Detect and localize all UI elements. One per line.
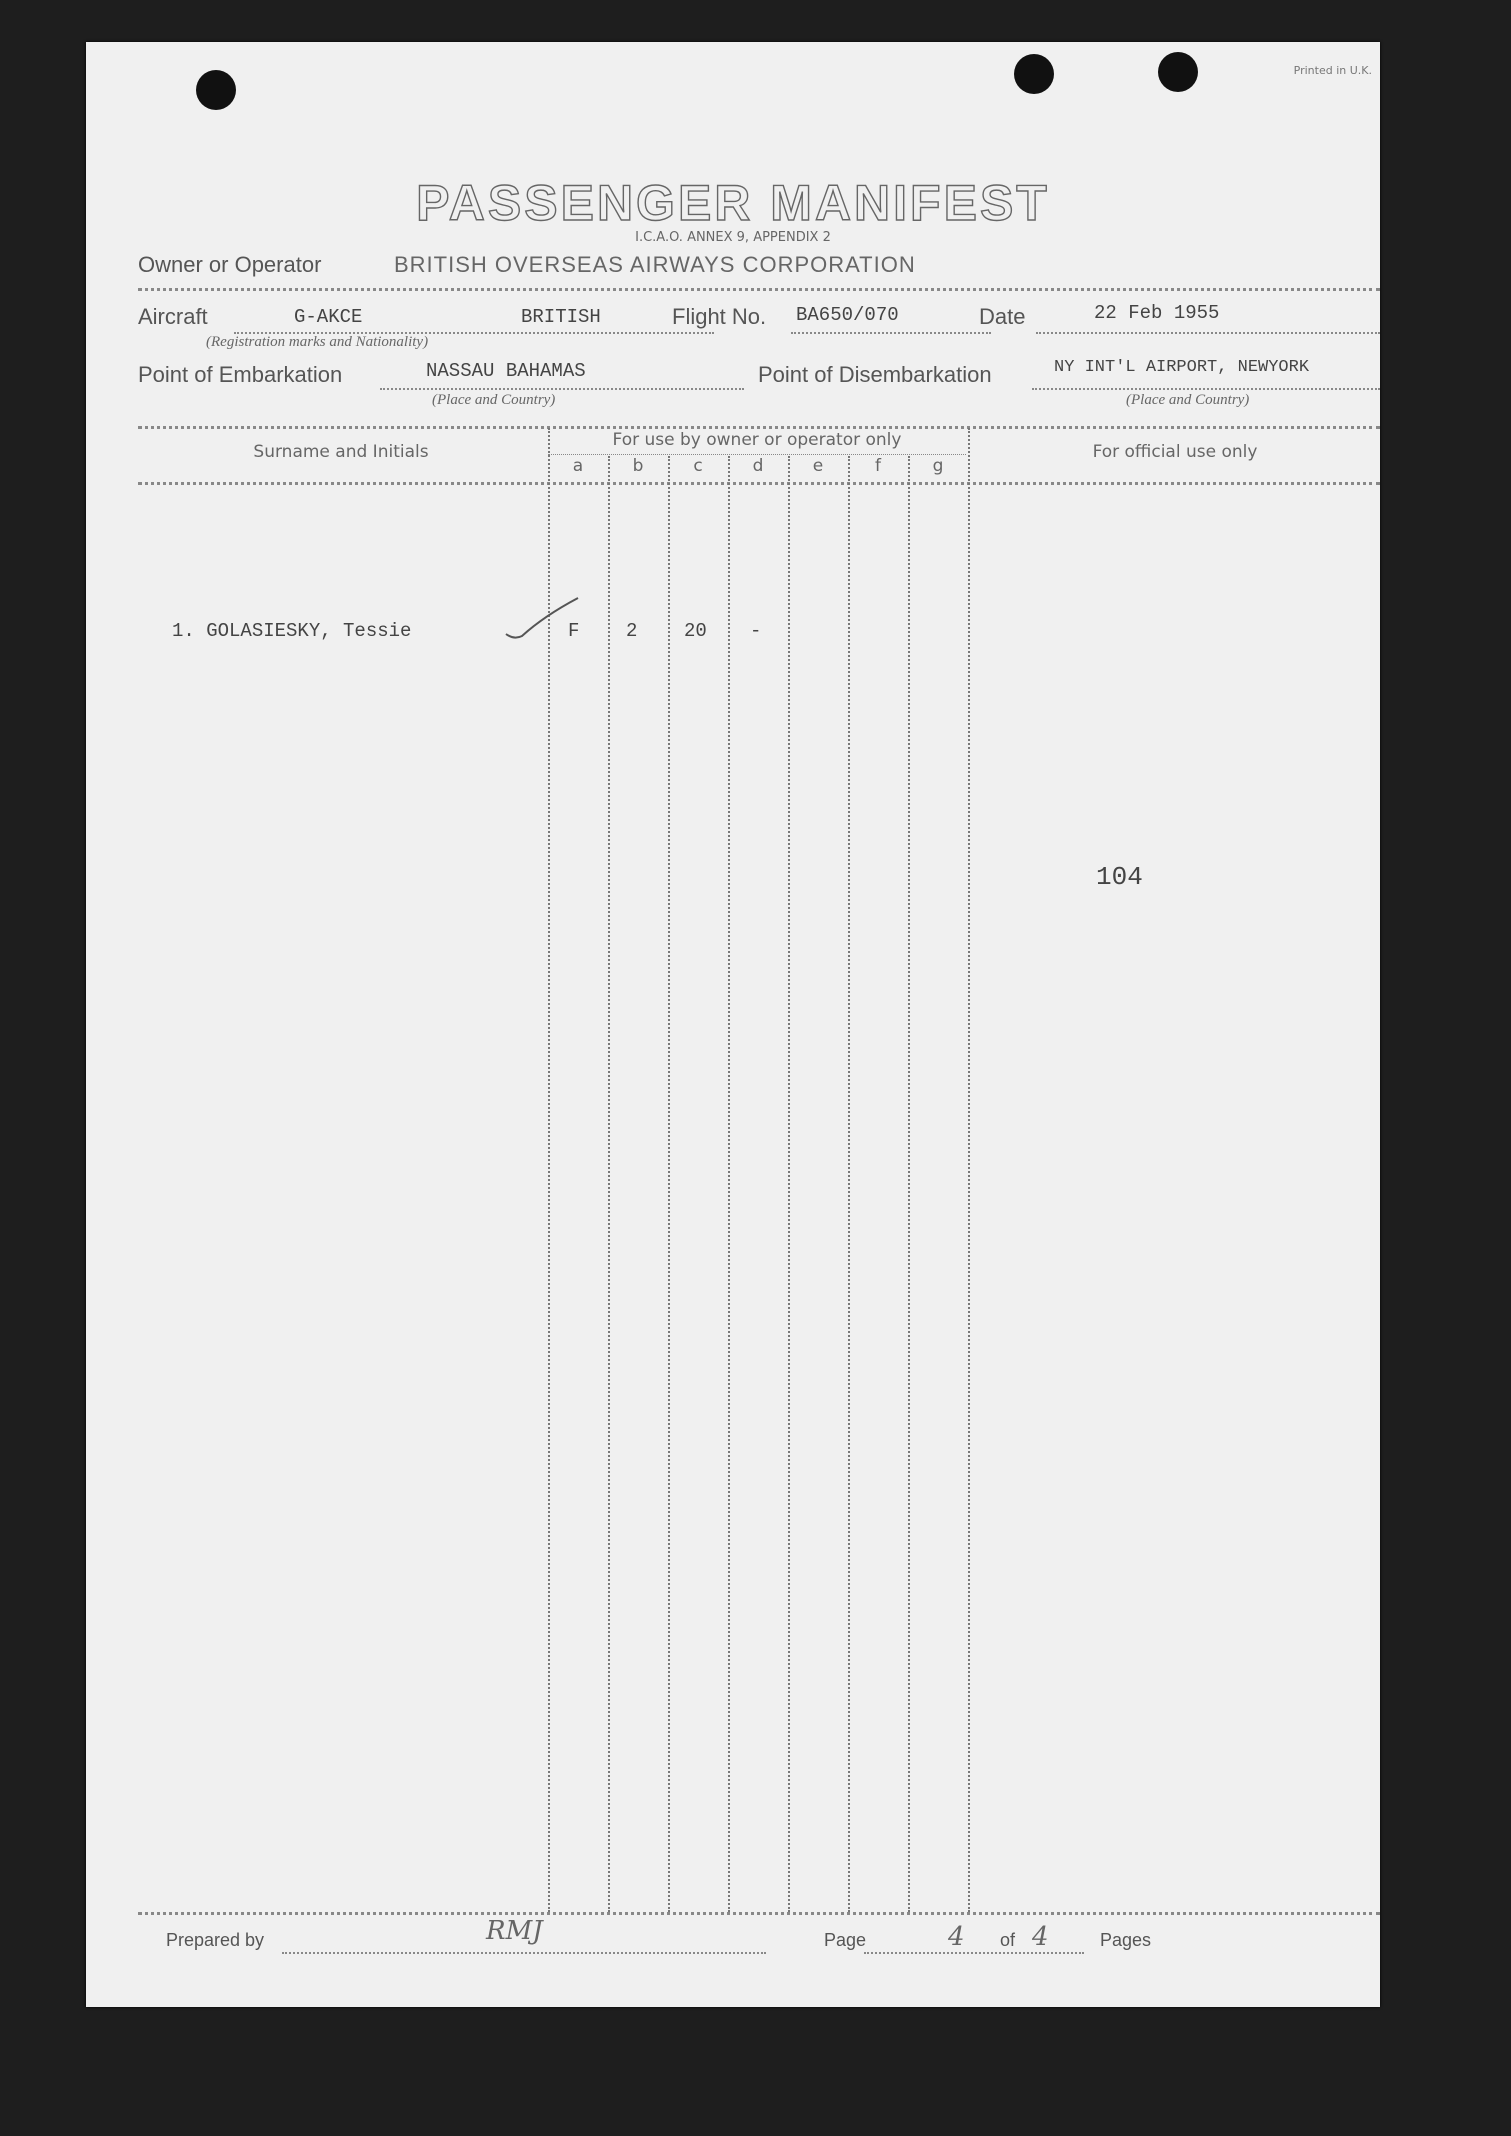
form-subtitle: I.C.A.O. ANNEX 9, APPENDIX 2	[635, 230, 831, 245]
passenger-name: 1. GOLASIESKY, Tessie	[172, 620, 412, 642]
page-dotted-line	[864, 1952, 1084, 1954]
subcol-a-header: a	[572, 456, 584, 476]
embarkation-label: Point of Embarkation	[138, 362, 343, 387]
passenger-col-a: F	[568, 620, 580, 642]
owner-label: Owner or Operator	[138, 252, 322, 277]
column-line	[608, 456, 610, 1912]
col-owner-use-header: For use by owner or operator only	[612, 430, 902, 450]
of-label: of	[1000, 1930, 1016, 1950]
col-surname-header: Surname and Initials	[253, 442, 429, 462]
page-label: Page	[824, 1930, 867, 1950]
disembarkation-dotted-line	[1032, 388, 1380, 390]
disembarkation-value: NY INT'L AIRPORT, NEWYORK	[1054, 358, 1310, 377]
disembarkation-label: Point of Disembarkation	[758, 362, 992, 387]
flight-dotted-line	[791, 332, 991, 334]
embarkation-caption: (Place and Country)	[432, 392, 556, 408]
subcol-e-header: e	[812, 456, 824, 476]
aircraft-label: Aircraft	[138, 304, 208, 329]
col-official-header: For official use only	[1092, 442, 1258, 462]
manifest-page	[86, 42, 1380, 2007]
aircraft-nationality: BRITISH	[521, 306, 601, 328]
flight-label: Flight No.	[672, 304, 767, 329]
printed-note: Printed in U.K.	[1293, 64, 1372, 77]
column-line	[728, 456, 730, 1912]
subcol-c-header: c	[693, 456, 703, 476]
column-line	[788, 456, 790, 1912]
prepared-by-signature: RMJ	[486, 1916, 543, 1946]
date-value: 22 Feb 1955	[1094, 302, 1220, 324]
form-title: PASSENGER MANIFEST	[416, 175, 1050, 231]
column-line	[548, 428, 550, 1912]
punch-hole	[1014, 54, 1054, 94]
table-top-border	[138, 426, 1380, 429]
header-bottom-border	[138, 482, 1380, 485]
punch-hole	[196, 70, 236, 110]
flight-number: BA650/070	[796, 304, 899, 326]
date-label: Date	[979, 304, 1026, 329]
embarkation-dotted-line	[380, 388, 744, 390]
subcol-g-header: g	[932, 456, 944, 476]
passenger-col-d: -	[750, 620, 762, 642]
column-line	[848, 456, 850, 1912]
divider	[138, 288, 1380, 291]
page-number: 4	[948, 1922, 965, 1952]
pages-label: Pages	[1100, 1930, 1152, 1950]
date-dotted-line	[1036, 332, 1380, 334]
owner-use-divider	[548, 454, 966, 455]
punch-hole	[1158, 52, 1198, 92]
passenger-col-c: 20	[684, 620, 707, 642]
subcol-f-header: f	[875, 456, 881, 476]
embarkation-value: NASSAU BAHAMAS	[426, 360, 586, 382]
footer-top-border	[138, 1912, 1380, 1915]
prepared-by-label: Prepared by	[166, 1930, 265, 1950]
column-line	[668, 456, 670, 1912]
disembarkation-caption: (Place and Country)	[1126, 392, 1250, 408]
passenger-col-b: 2	[626, 620, 638, 642]
total-pages: 4	[1032, 1922, 1049, 1952]
subcol-b-header: b	[632, 456, 644, 476]
owner-value: BRITISH OVERSEAS AIRWAYS CORPORATION	[394, 252, 916, 277]
subcol-d-header: d	[752, 456, 764, 476]
prepared-by-dotted-line	[282, 1952, 766, 1954]
aircraft-caption: (Registration marks and Nationality)	[206, 334, 429, 350]
column-line	[908, 456, 910, 1912]
aircraft-registration: G-AKCE	[294, 306, 363, 328]
column-line	[968, 428, 970, 1912]
official-note: 104	[1096, 862, 1143, 892]
